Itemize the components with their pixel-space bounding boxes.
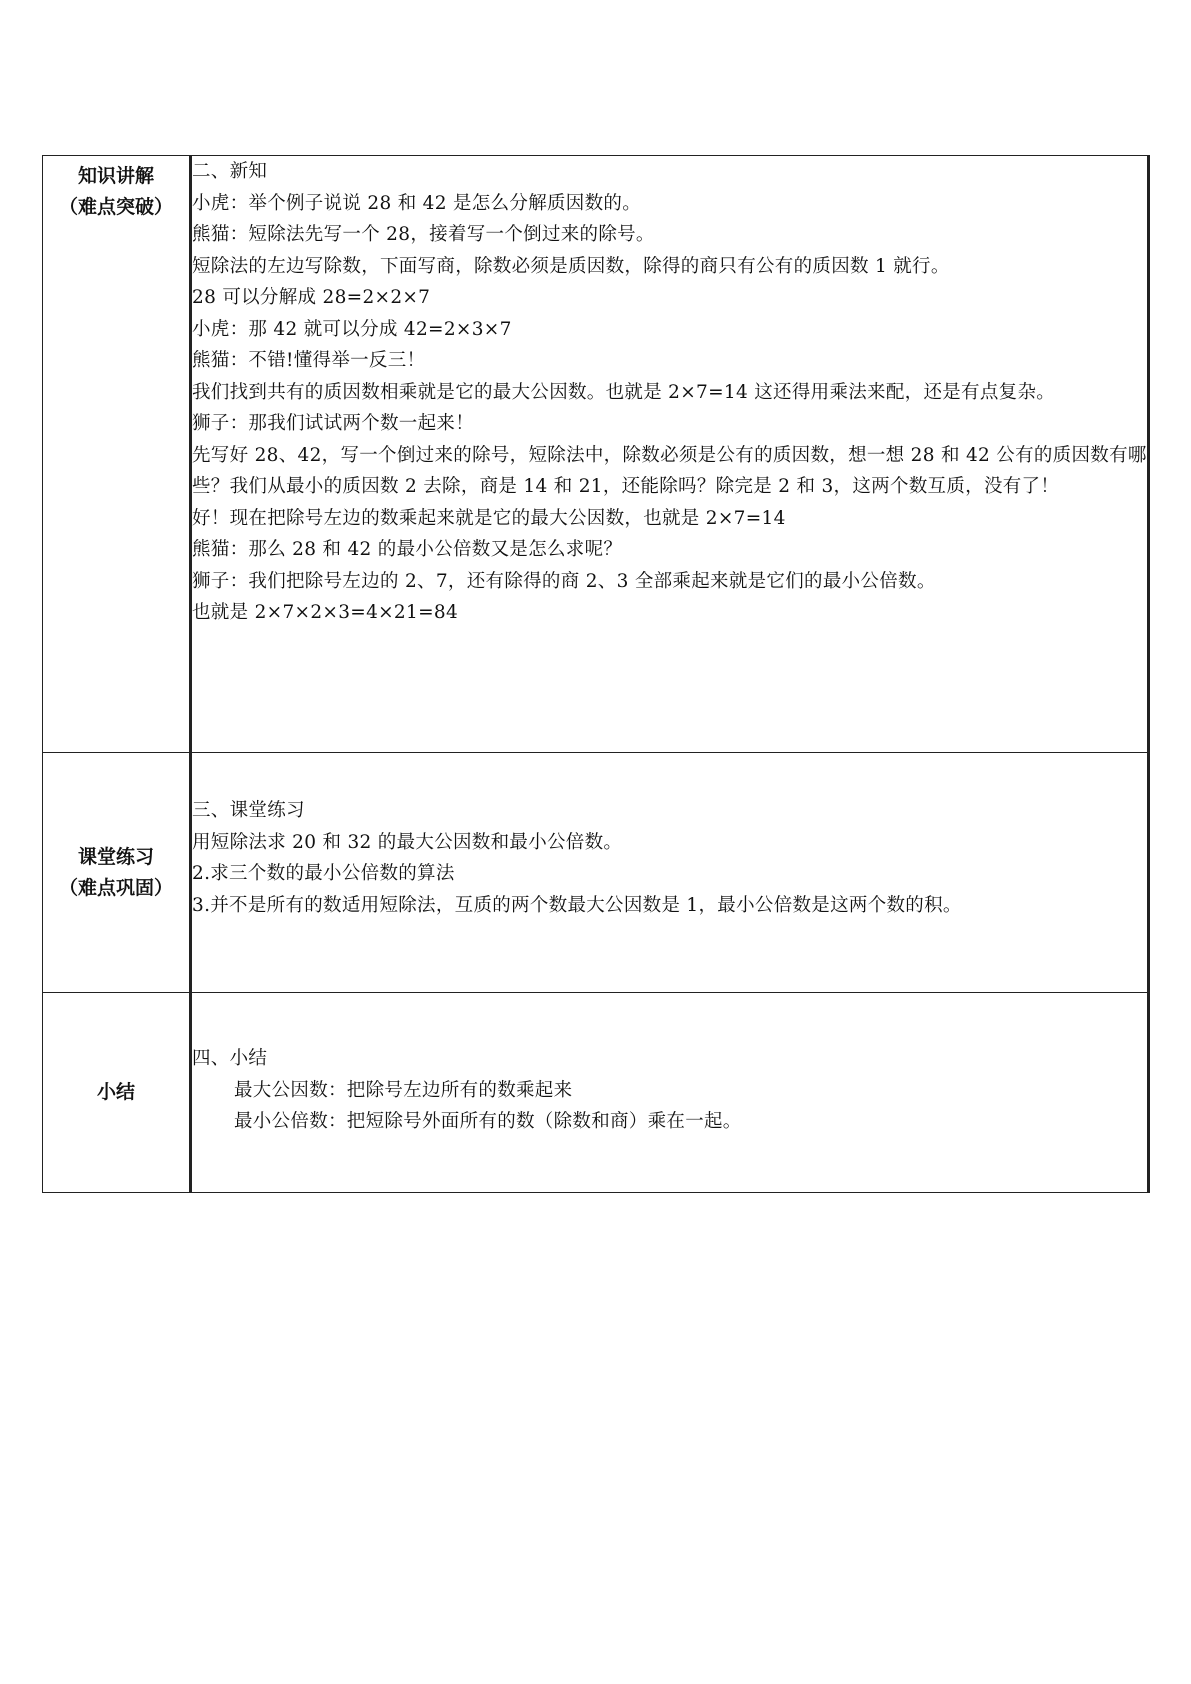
content-line: 28 可以分解成 28=2×2×7 — [192, 287, 431, 308]
content-line: 熊猫：短除法先写一个 28，接着写一个倒过来的除号。 — [192, 224, 655, 245]
table-row — [43, 993, 1149, 1193]
section-label-subtitle: （难点突破） — [58, 196, 173, 218]
content-line: 先写好 28、42，写一个倒过来的除号，短除法中，除数必须是公有的质因数，想一想 28 和 42 公有的质因数有哪些？我们从最小的质因数 2 去除，商是 14 和 21，还能除吗？除完是 2 和 3，这两个数互质，没有了！ — [192, 444, 1147, 497]
content-line: 也就是 2×7×2×3=4×21=84 — [192, 602, 459, 623]
section-heading: 二、新知 — [192, 161, 268, 182]
section-label-summary — [43, 993, 191, 1193]
content-line: 小虎：举个例子说说 28 和 42 是怎么分解质因数的。 — [192, 192, 642, 214]
content-line: 2.求三个数的最小公倍数的算法 — [192, 863, 455, 884]
section-content-knowledge — [191, 156, 1149, 753]
section-heading: 三、课堂练习 — [192, 800, 305, 821]
table-row — [43, 156, 1149, 753]
section-label-practice — [43, 753, 191, 993]
content-line: 狮子：那我们试试两个数一起来！ — [192, 413, 475, 434]
content-line: 狮子：我们把除号左边的 2、7，还有除得的商 2、3 全部乘起来就是它们的最小公倍数。 — [192, 570, 936, 592]
section-label-title: 知识讲解 — [77, 165, 154, 187]
table-row — [43, 753, 1149, 993]
content-line: 3.并不是所有的数适用短除法，互质的两个数最大公因数是 1，最小公倍数是这两个数的积。 — [192, 894, 962, 916]
section-label-subtitle: （难点巩固） — [58, 876, 173, 899]
content-line: 好！现在把除号左边的数乘起来就是它的最大公因数，也就是 2×7=14 — [192, 507, 786, 529]
summary-line-lcm: 最小公倍数：把短除号外面所有的数（除数和商）乘在一起。 — [234, 1111, 742, 1132]
content-line: 我们找到共有的质因数相乘就是它的最大公因数。也就是 2×7=14 这还得用乘法来配，还是有点复杂。 — [192, 381, 1056, 403]
section-label-title: 课堂练习 — [77, 845, 154, 868]
section-label-title: 小结 — [96, 1081, 135, 1103]
content-line: 用短除法求 20 和 32 的最大公因数和最小公倍数。 — [192, 831, 623, 853]
section-content-practice — [191, 753, 1149, 993]
content-line: 熊猫：不错!懂得举一反三！ — [192, 350, 426, 371]
section-label-knowledge — [43, 156, 191, 753]
summary-line-gcd: 最大公因数：把除号左边所有的数乘起来 — [234, 1079, 573, 1101]
content-line: 短除法的左边写除数，下面写商，除数必须是质因数，除得的商只有公有的质因数 1 就行。 — [192, 255, 950, 277]
section-heading: 四、小结 — [192, 1048, 268, 1069]
content-line: 小虎：那 42 就可以分成 42=2×3×7 — [192, 318, 512, 340]
section-content-summary — [191, 993, 1149, 1193]
lesson-plan-table — [42, 155, 1150, 1193]
content-line: 熊猫：那么 28 和 42 的最小公倍数又是怎么求呢？ — [192, 539, 623, 560]
